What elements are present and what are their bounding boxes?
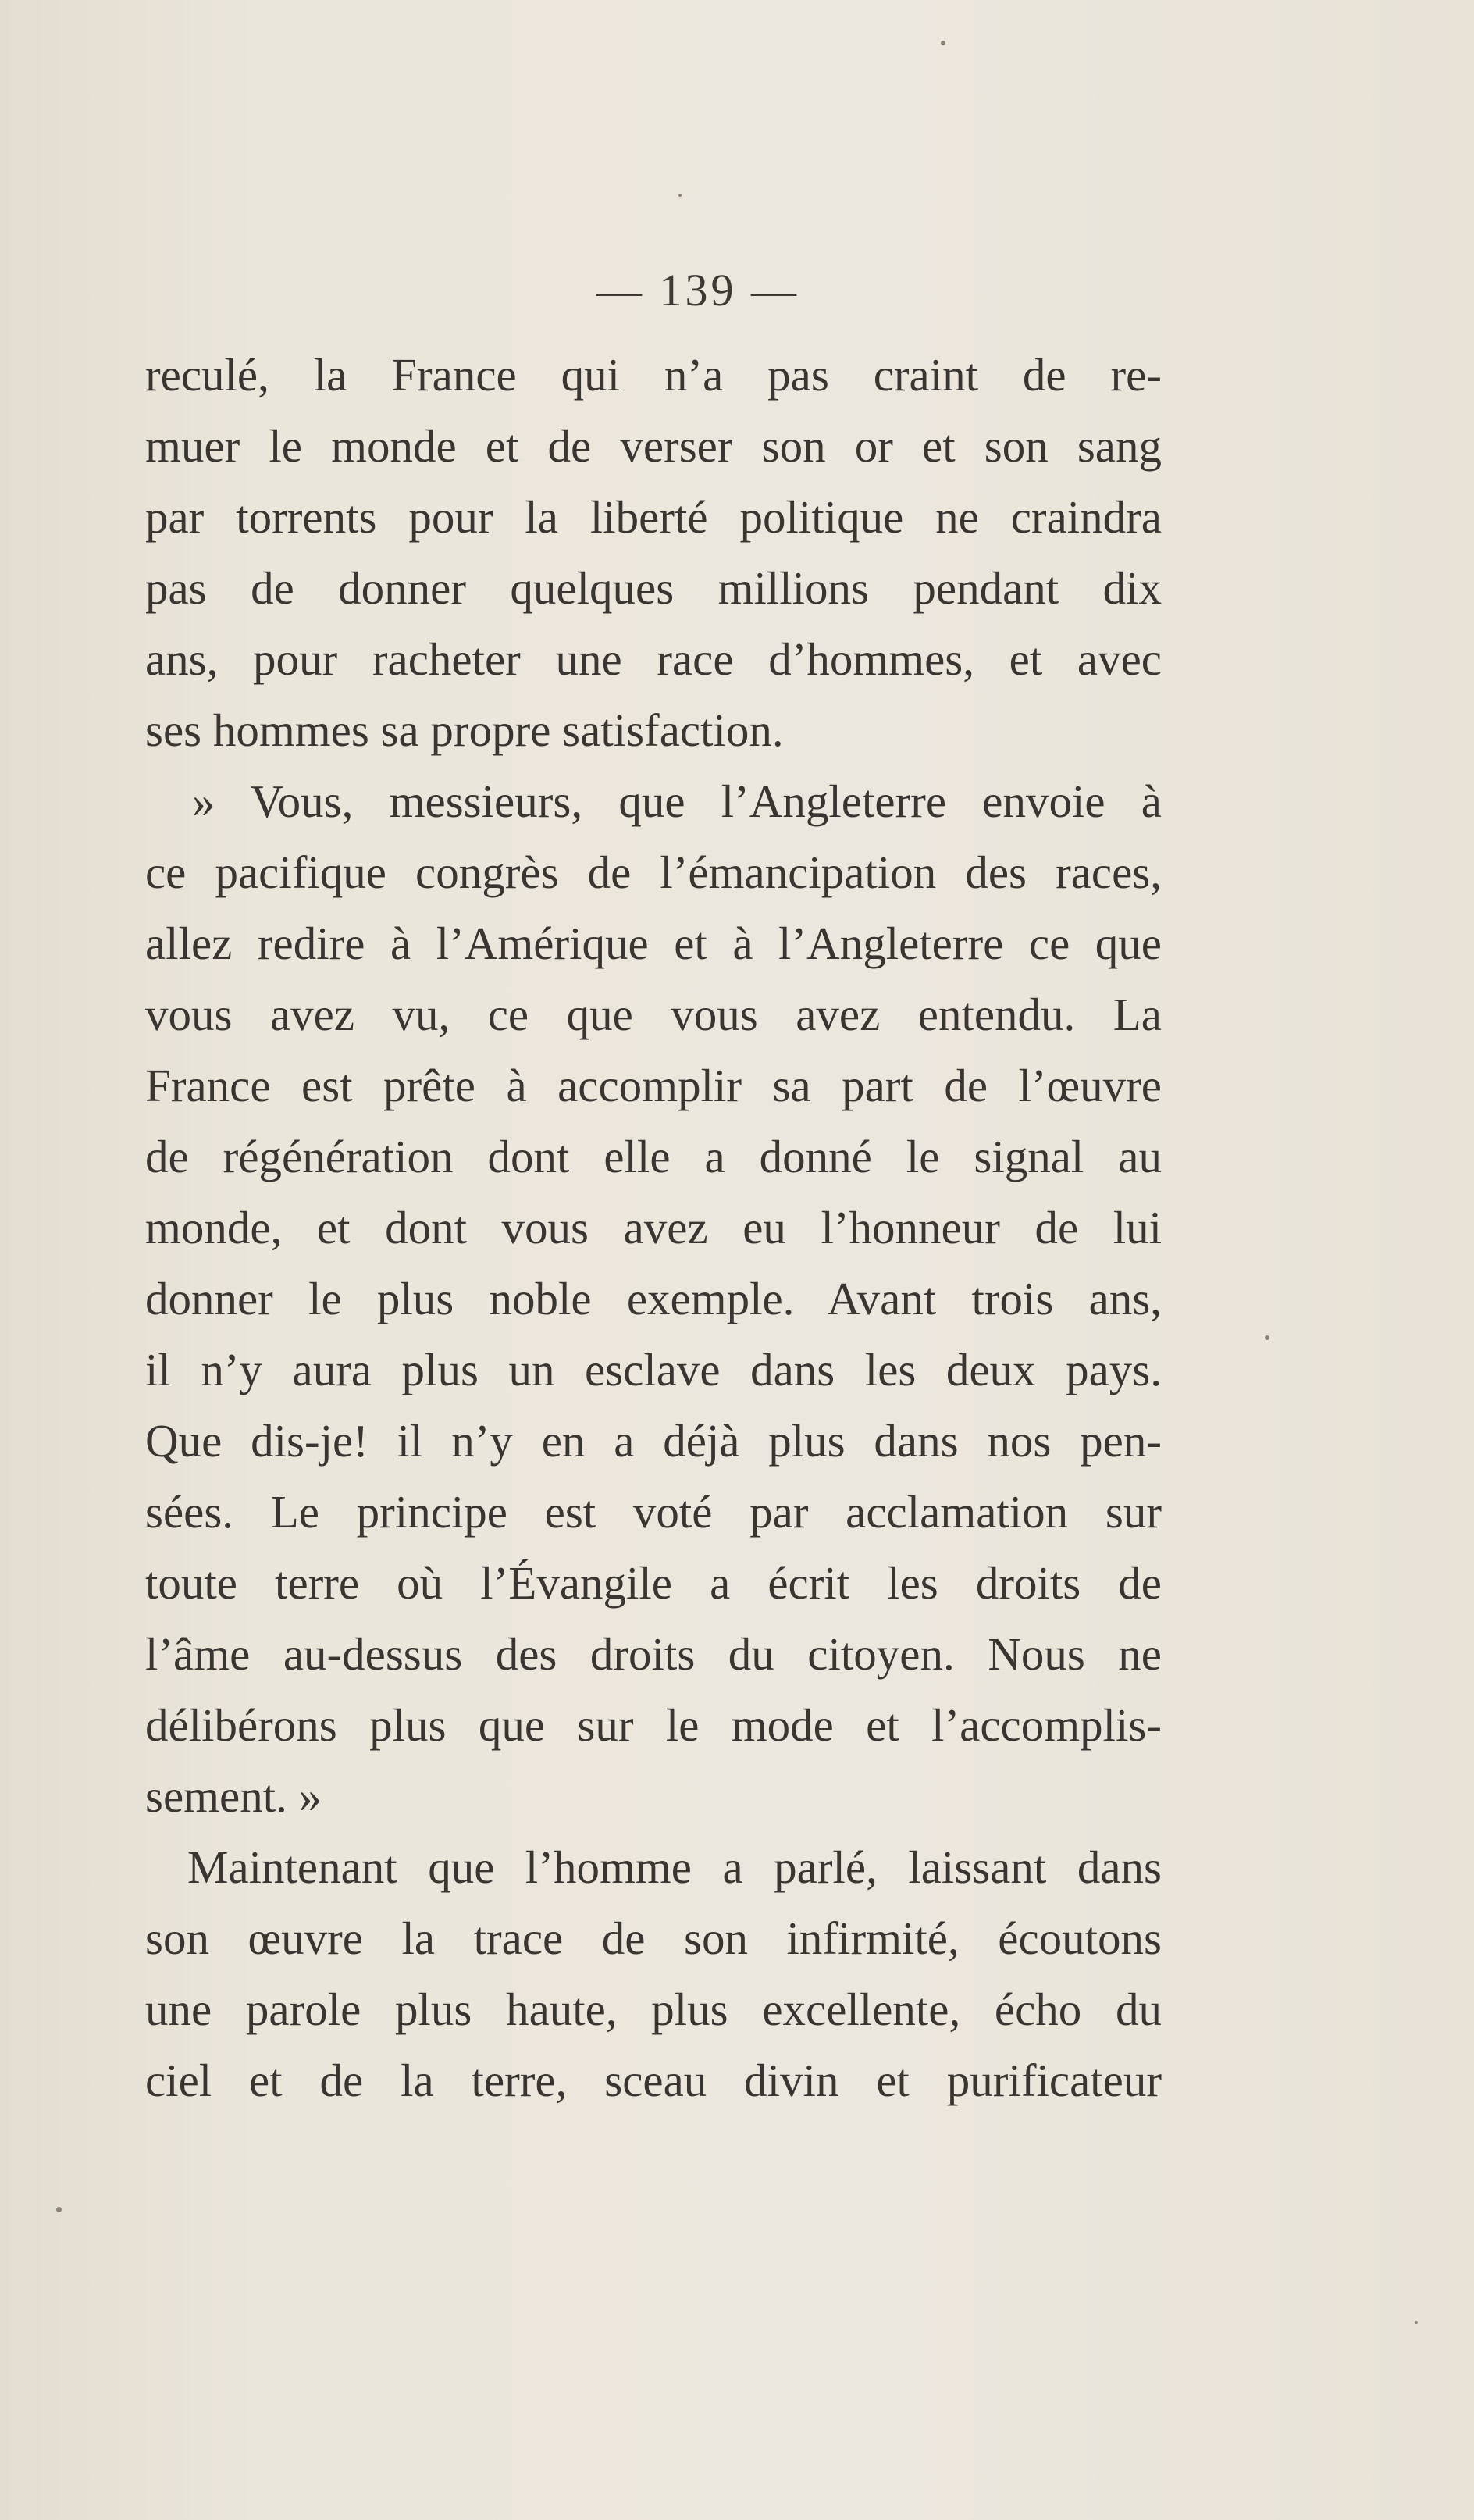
text-line: muer le monde et de verser son or et son sang — [145, 420, 1162, 472]
text-line: monde, et dont vous avez eu l’honneur de lui — [145, 1202, 1162, 1253]
text-line: ciel et de la terre, sceau divin et purificateur — [145, 2055, 1162, 2106]
paper-speck — [678, 194, 682, 197]
text-line: allez redire à l’Amérique et à l’Angleterre ce que — [145, 918, 1162, 969]
text-line: délibérons plus que sur le mode et l’accomplis- — [145, 1699, 1162, 1751]
text-line: sées. Le principe est voté par acclamation sur — [145, 1486, 1162, 1538]
paper-speck — [1415, 2321, 1418, 2324]
text-line: » Vous, messieurs, que l’Angleterre envoie à — [192, 775, 1162, 827]
page-text — [145, 340, 1162, 2116]
text-line: ses hommes sa propre satisfaction. — [145, 704, 784, 756]
paper-speck — [56, 2207, 62, 2212]
paper-speck — [1265, 1335, 1269, 1340]
text-line: ce pacifique congrès de l’émancipation des races, — [145, 847, 1162, 898]
text-line: Que dis-je! il n’y en a déjà plus dans nos pen- — [145, 1415, 1162, 1467]
text-line: Maintenant que l’homme a parlé, laissant dans — [187, 1841, 1162, 1893]
text-line: toute terre où l’Évangile a écrit les droits de — [145, 1557, 1162, 1609]
text-line: son œuvre la trace de son infirmité, écoutons — [145, 1912, 1162, 1964]
text-line: de régénération dont elle a donné le signal au — [145, 1131, 1162, 1182]
text-line: l’âme au-dessus des droits du citoyen. Nous ne — [145, 1628, 1162, 1680]
text-line: reculé, la France qui n’a pas craint de re- — [145, 349, 1162, 401]
text-line: vous avez vu, ce que vous avez entendu. La — [145, 989, 1162, 1040]
page-number — [0, 264, 1474, 316]
paper-speck — [941, 41, 945, 45]
text-line: par torrents pour la liberté politique ne craindra — [145, 491, 1162, 543]
text-line: donner le plus noble exemple. Avant trois ans, — [145, 1273, 1162, 1324]
text-line: France est prête à accomplir sa part de l’œuvre — [145, 1060, 1162, 1111]
text-line: sement. » — [145, 1770, 322, 1822]
text-line: pas de donner quelques millions pendant dix — [145, 562, 1162, 614]
text-line: ans, pour racheter une race d’hommes, et avec — [145, 633, 1162, 685]
text-line: il n’y aura plus un esclave dans les deux pays. — [145, 1344, 1162, 1395]
text-line: une parole plus haute, plus excellente, écho du — [145, 1984, 1162, 2035]
page-number-text: — 139 — — [596, 265, 799, 315]
